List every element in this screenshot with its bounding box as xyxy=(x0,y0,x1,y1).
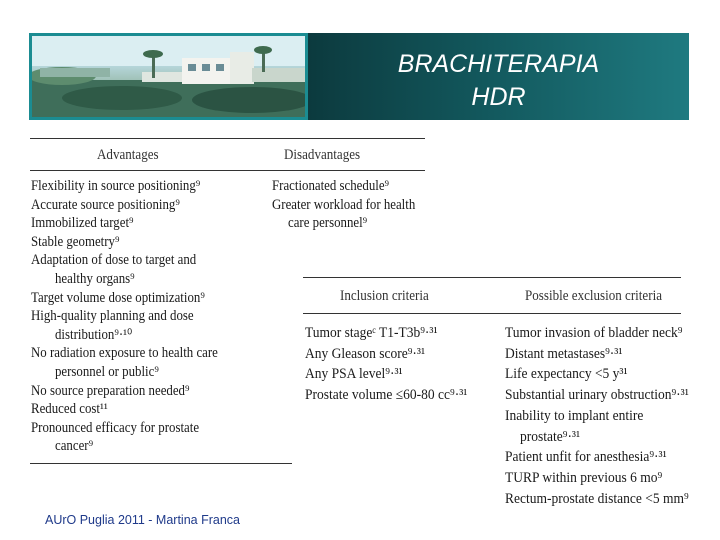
exclusion-item: Patient unfit for anesthesia⁹·³¹ xyxy=(505,449,667,466)
inclusion-item: Prostate volume ≤60-80 cc⁹·³¹ xyxy=(305,387,468,404)
advantage-item: Flexibility in source positioning⁹ xyxy=(31,178,201,194)
advantage-item: No source preparation needed⁹ xyxy=(31,382,190,399)
disadvantage-item: care personnel⁹ xyxy=(288,215,368,232)
title-line-2: HDR xyxy=(471,83,526,111)
inclusion-item: Any PSA level⁹·³¹ xyxy=(305,366,403,383)
criteria-rule-top xyxy=(303,277,681,278)
header-exclusion: Possible exclusion criteria xyxy=(525,288,662,304)
advantage-item: Adaptation of dose to target and xyxy=(31,252,197,269)
table-rule-top xyxy=(30,138,425,139)
advantage-item: personnel or public⁹ xyxy=(55,364,159,380)
header-photo xyxy=(29,33,308,120)
table-rule-bottom xyxy=(30,463,292,464)
advantage-item: cancer⁹ xyxy=(55,438,94,455)
advantage-item: Stable geometry⁹ xyxy=(31,233,120,250)
disadvantage-item: Greater workload for health xyxy=(272,196,416,213)
advantage-item: Target volume dose optimization⁹ xyxy=(31,289,205,306)
slide-title xyxy=(308,48,689,114)
exclusion-item: prostate⁹·³¹ xyxy=(520,428,581,445)
resort-photo-illustration xyxy=(32,36,305,117)
exclusion-item: Distant metastases⁹·³¹ xyxy=(505,345,623,362)
exclusion-item: Rectum-prostate distance <5 mm⁹ xyxy=(505,490,689,507)
title-line-1: BRACHITERAPIA xyxy=(397,50,600,78)
exclusion-item: Substantial urinary obstruction⁹·³¹ xyxy=(505,387,689,404)
criteria-rule-header xyxy=(303,313,681,314)
inclusion-item: Any Gleason score⁹·³¹ xyxy=(305,345,426,362)
footer-text: AUrO Puglia 2011 - Martina Franca xyxy=(45,513,240,527)
advantage-item: healthy organs⁹ xyxy=(55,271,135,287)
advantage-item: No radiation exposure to health care xyxy=(31,345,218,362)
inclusion-item: Tumor stageᶜ T1-T3b⁹·³¹ xyxy=(305,325,438,341)
advantage-item: Immobilized target⁹ xyxy=(31,215,134,232)
table-rule-header xyxy=(30,170,425,171)
advantage-item: Pronounced efficacy for prostate xyxy=(31,419,200,436)
advantage-item: Accurate source positioning⁹ xyxy=(31,196,180,213)
header-inclusion: Inclusion criteria xyxy=(340,288,429,304)
advantage-item: distribution⁹·¹⁰ xyxy=(55,326,133,343)
header-advantages: Advantages xyxy=(97,147,159,163)
exclusion-item: Tumor invasion of bladder neck⁹ xyxy=(505,325,683,341)
exclusion-item: TURP within previous 6 mo⁹ xyxy=(505,469,663,486)
advantage-item: Reduced cost¹¹ xyxy=(31,401,108,418)
exclusion-item: Inability to implant entire xyxy=(505,407,644,424)
exclusion-item: Life expectancy <5 y³¹ xyxy=(505,366,628,383)
header-disadvantages: Disadvantages xyxy=(284,147,361,163)
disadvantage-item: Fractionated schedule⁹ xyxy=(272,178,390,194)
advantage-item: High-quality planning and dose xyxy=(31,308,194,325)
